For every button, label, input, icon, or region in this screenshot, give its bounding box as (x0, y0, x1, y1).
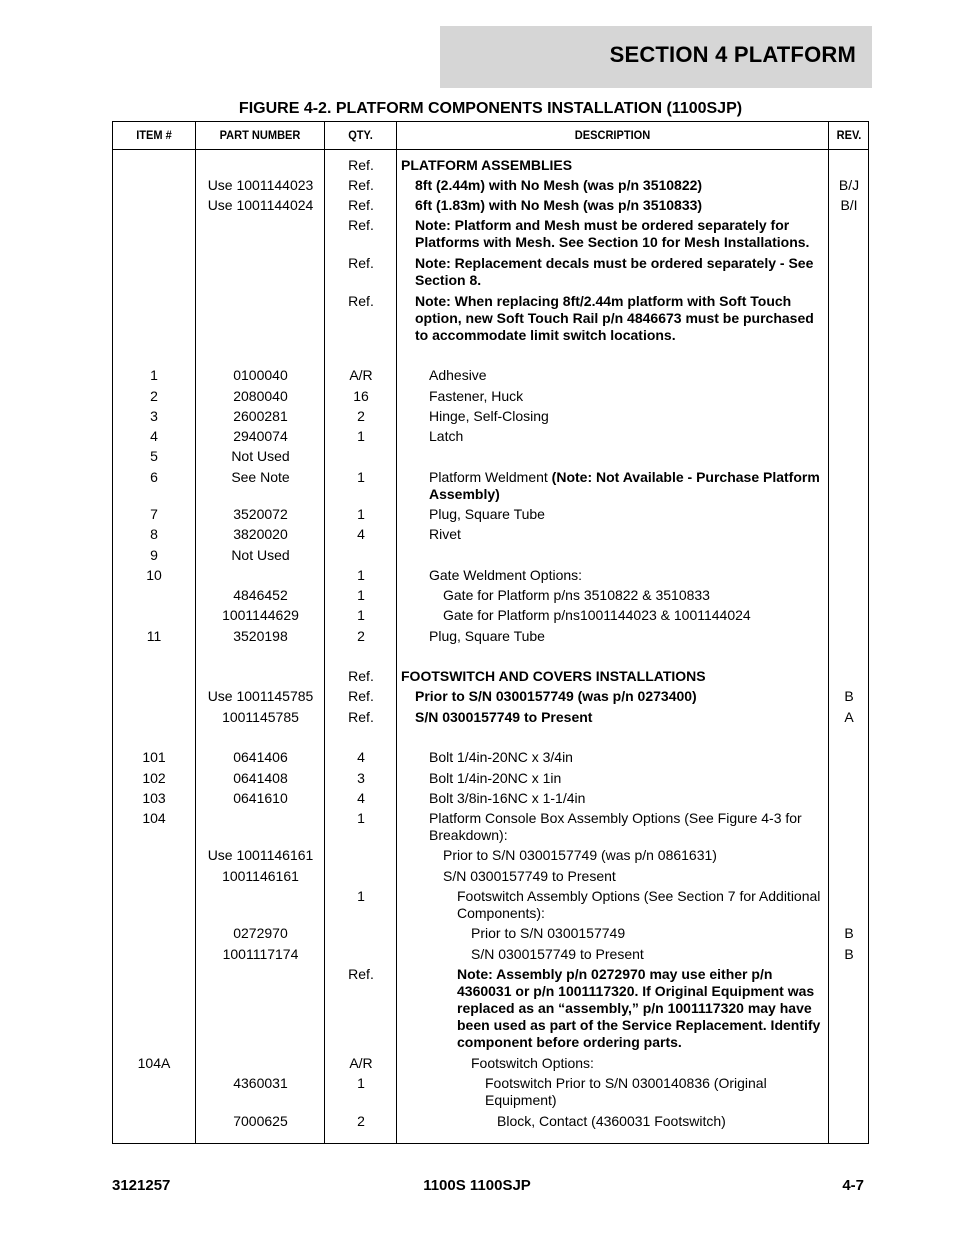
description-note: (Note: Not Available - Purchase Platform Assembly) (429, 469, 820, 502)
part-number: Use 1001144024 (207, 197, 314, 213)
part-number: 1001117174 (222, 946, 299, 962)
quantity: A/R (349, 1055, 373, 1071)
description-text: Fastener, Huck (429, 388, 524, 404)
revision: B (844, 946, 854, 962)
footer-page-number: 4-7 (842, 1177, 864, 1194)
description (401, 217, 823, 251)
description (401, 293, 823, 344)
description-text: Bolt 1/4in-20NC x 1in (429, 770, 562, 786)
description-text: FOOTSWITCH AND COVERS INSTALLATIONS (401, 668, 706, 684)
quantity: 4 (357, 526, 365, 542)
part-number: See Note (231, 469, 290, 485)
item-number: 101 (142, 749, 166, 765)
revision: B (844, 688, 854, 704)
quantity: Ref. (348, 197, 374, 213)
description-text: Gate for Platform p/ns1001144023 & 1001144024 (443, 607, 751, 623)
description (401, 177, 823, 194)
item-number: 6 (150, 469, 158, 485)
description-text: S/N 0300157749 to Present (415, 709, 593, 725)
quantity: 4 (357, 790, 365, 806)
column-divider (828, 122, 829, 1143)
part-number: 4846452 (233, 587, 288, 603)
description (401, 607, 823, 624)
footer-model: 1100S 1100SJP (423, 1177, 531, 1194)
quantity: Ref. (348, 668, 374, 684)
description (401, 567, 823, 584)
item-number: 5 (150, 448, 158, 464)
description (401, 790, 823, 807)
part-number: 3820020 (233, 526, 288, 542)
part-number: Use 1001146161 (207, 847, 314, 863)
description (401, 628, 823, 645)
description (401, 749, 823, 766)
description-text: Platform Weldment (429, 469, 548, 485)
description (401, 1113, 823, 1130)
footer-doc-number: 3121257 (112, 1177, 171, 1194)
description (401, 688, 823, 705)
description (401, 408, 823, 425)
column-divider (324, 122, 325, 1143)
column-divider (195, 122, 196, 1143)
part-number: Use 1001145785 (207, 688, 314, 704)
description (401, 810, 823, 844)
header-rev: REV. (836, 128, 862, 142)
quantity: 1 (357, 888, 365, 904)
description-text: Prior to S/N 0300157749 (was p/n 0273400) (415, 688, 697, 704)
part-number: Not Used (231, 448, 290, 464)
item-number: 4 (150, 428, 158, 444)
item-number: 104 (142, 810, 166, 826)
revision: A (844, 709, 854, 725)
part-number: Use 1001144023 (207, 177, 314, 193)
header-divider (113, 149, 868, 150)
description-text: Platform Console Box Assembly Options (See Figure 4-3 for Breakdown): (429, 810, 802, 843)
quantity: 2 (357, 628, 365, 644)
quantity: 1 (357, 1075, 365, 1091)
description (401, 1055, 823, 1072)
column-divider (396, 122, 397, 1143)
item-number: 8 (150, 526, 158, 542)
quantity: 16 (353, 388, 369, 404)
quantity: 1 (357, 587, 365, 603)
part-number: 0100040 (233, 367, 288, 383)
description-text: Plug, Square Tube (429, 628, 545, 644)
description-text: S/N 0300157749 to Present (471, 946, 644, 962)
description-text: 8ft (2.44m) with No Mesh (was p/n 3510822) (415, 177, 703, 193)
description (401, 770, 823, 787)
part-number: 3520198 (233, 628, 288, 644)
header-part-number: PART NUMBER (219, 128, 301, 142)
item-number: 9 (150, 547, 158, 563)
description (401, 388, 823, 405)
description-text: Rivet (429, 526, 461, 542)
quantity: A/R (349, 367, 373, 383)
part-number: 0272970 (233, 925, 288, 941)
item-number: 7 (150, 506, 158, 522)
figure-title: FIGURE 4-2. PLATFORM COMPONENTS INSTALLATION (1100SJP) (238, 100, 743, 117)
revision: B/I (840, 197, 858, 213)
parts-table (112, 121, 869, 1144)
description-text: Note: Assembly p/n 0272970 may use either p/n 4360031 or p/n 1001117320. If Original Equipment was replaced as an “assembly,” p/n 1001117320 may have been used as part of the Service Replacement. Identify component before ordering parts. (457, 966, 821, 1050)
quantity: Ref. (348, 157, 374, 173)
part-number: 4360031 (233, 1075, 288, 1091)
header-description: DESCRIPTION (574, 128, 651, 142)
description-text: Footswitch Options: (471, 1055, 594, 1071)
header-item: ITEM # (136, 128, 172, 142)
description (401, 506, 823, 523)
description-text: Gate Weldment Options: (429, 567, 583, 583)
quantity: 1 (357, 607, 365, 623)
part-number: Not Used (231, 547, 290, 563)
quantity: Ref. (348, 217, 374, 233)
description-text: Prior to S/N 0300157749 (was p/n 0861631) (443, 847, 717, 863)
quantity: 2 (357, 1113, 365, 1129)
quantity: 1 (357, 567, 365, 583)
quantity: Ref. (348, 709, 374, 725)
item-number: 3 (150, 408, 158, 424)
description-text: PLATFORM ASSEMBLIES (401, 157, 573, 173)
part-number: 0641610 (233, 790, 288, 806)
item-number: 104A (137, 1055, 171, 1071)
description-text: Latch (429, 428, 464, 444)
quantity: 1 (357, 469, 365, 485)
quantity: 1 (357, 810, 365, 826)
quantity: 4 (357, 749, 365, 765)
item-number: 10 (146, 567, 162, 583)
description (401, 925, 823, 942)
quantity: 1 (357, 506, 365, 522)
description-text: Hinge, Self-Closing (429, 408, 549, 424)
part-number: 2080040 (233, 388, 288, 404)
part-number: 0641408 (233, 770, 288, 786)
item-number: 2 (150, 388, 158, 404)
quantity: Ref. (348, 966, 374, 982)
part-number: 2940074 (233, 428, 288, 444)
description (401, 1075, 823, 1109)
description-text: S/N 0300157749 to Present (443, 868, 616, 884)
description (401, 197, 823, 214)
description-text: 6ft (1.83m) with No Mesh (was p/n 3510833) (415, 197, 703, 213)
part-number: 2600281 (233, 408, 288, 424)
description-text: Note: Replacement decals must be ordered separately - See Section 8. (415, 255, 814, 288)
description (401, 966, 823, 1051)
item-number: 102 (142, 770, 166, 786)
description (401, 847, 823, 864)
description (401, 526, 823, 543)
description (401, 255, 823, 289)
description-text: Plug, Square Tube (429, 506, 545, 522)
header-qty: QTY. (348, 128, 373, 142)
description (401, 668, 823, 685)
description (401, 428, 823, 445)
revision: B/J (838, 177, 860, 193)
item-number: 11 (146, 628, 162, 644)
description-text: Footswitch Assembly Options (See Section 7 for Additional Components): (457, 888, 821, 921)
quantity: Ref. (348, 688, 374, 704)
description-text: Note: When replacing 8ft/2.44m platform with Soft Touch option, new Soft Touch Rail p/n 4846673 must be purchased to accommodate limit switch locations. (415, 293, 814, 343)
quantity: 3 (357, 770, 365, 786)
quantity: Ref. (348, 293, 374, 309)
part-number: 1001146161 (222, 868, 299, 884)
quantity: 1 (357, 428, 365, 444)
description-text: Block, Contact (4360031 Footswitch) (497, 1113, 726, 1129)
quantity: Ref. (348, 255, 374, 271)
quantity: 2 (357, 408, 365, 424)
part-number: 3520072 (233, 506, 288, 522)
description (401, 587, 823, 604)
description-text: Adhesive (429, 367, 487, 383)
description-text: Prior to S/N 0300157749 (471, 925, 626, 941)
part-number: 0641406 (233, 749, 288, 765)
quantity: Ref. (348, 177, 374, 193)
description (401, 868, 823, 885)
description-text: Bolt 3/8in-16NC x 1-1/4in (429, 790, 586, 806)
part-number: 7000625 (233, 1113, 288, 1129)
description (401, 157, 823, 174)
item-number: 1 (150, 367, 158, 383)
description (401, 888, 823, 922)
description-text: Footswitch Prior to S/N 0300140836 (Original Equipment) (485, 1075, 767, 1108)
description-text: Bolt 1/4in-20NC x 3/4in (429, 749, 573, 765)
part-number: 1001145785 (222, 709, 299, 725)
section-title: SECTION 4 PLATFORM (609, 42, 856, 67)
description (401, 367, 823, 384)
part-number: 1001144629 (222, 607, 299, 623)
description-text: Gate for Platform p/ns 3510822 & 3510833 (443, 587, 710, 603)
revision: B (844, 925, 854, 941)
description (401, 709, 823, 726)
description (401, 469, 823, 503)
item-number: 103 (142, 790, 166, 806)
description-text: Note: Platform and Mesh must be ordered separately for Platforms with Mesh. See Section 10 for Mesh Installations. (415, 217, 810, 250)
description (401, 946, 823, 963)
section-header-box (440, 26, 872, 88)
